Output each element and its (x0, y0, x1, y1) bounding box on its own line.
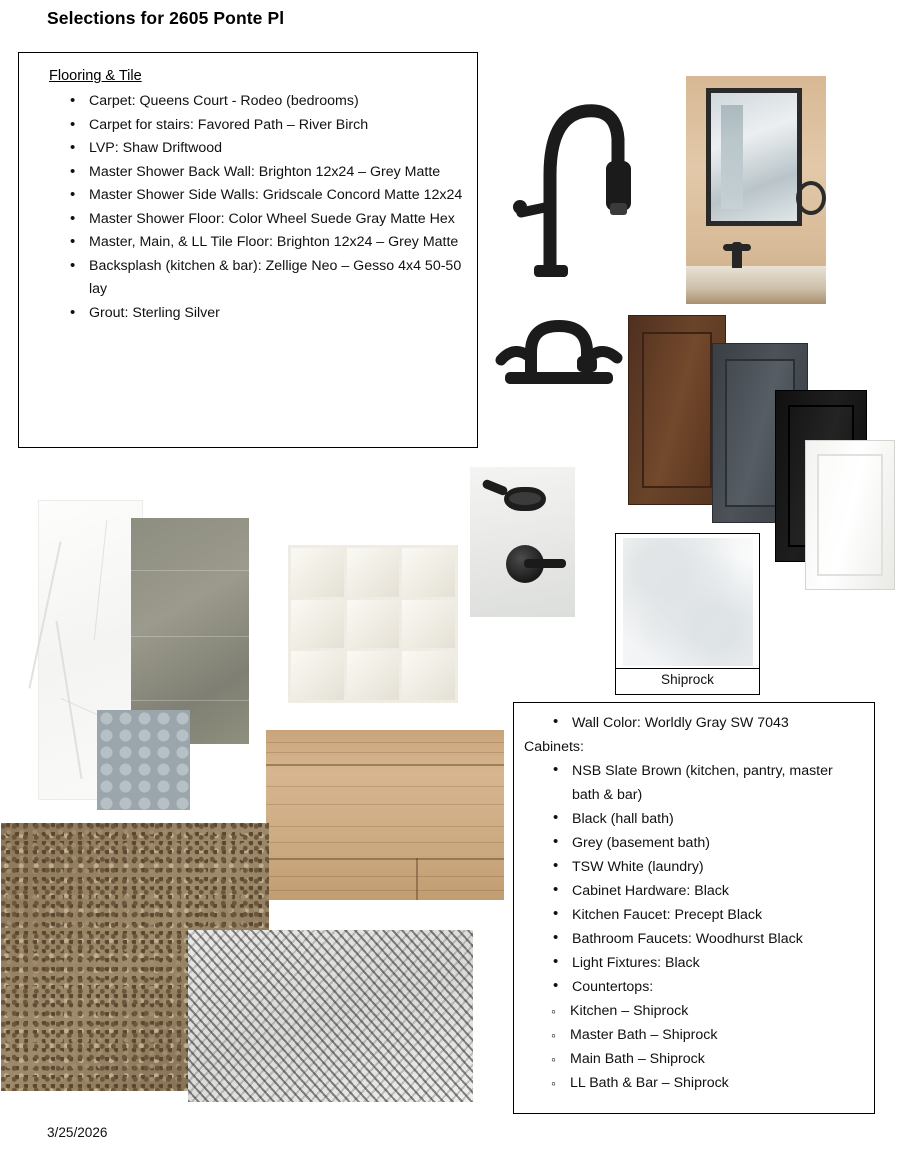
shower-valve-photo (470, 467, 575, 617)
list-item: • Master Shower Back Wall: Brighton 12x24 – Grey Matte (89, 161, 463, 185)
shiprock-swatch (623, 538, 753, 666)
kitchen-faucet-photo (498, 55, 648, 285)
shiprock-countertop-swatch-box (615, 533, 760, 695)
flooring-and-tile-box (18, 52, 478, 448)
zellige-tile-cell (402, 600, 455, 649)
zellige-tile-cell (347, 651, 400, 700)
selections-box (513, 702, 875, 1114)
list-item: • Master, Main, & LL Tile Floor: Brighton 12x24 – Grey Matte (89, 231, 463, 255)
lvp-sample-shaw-driftwood (266, 730, 504, 900)
vanity-faucet (732, 242, 742, 268)
zellige-tile-cell (347, 548, 400, 597)
cabinet-panel (817, 454, 883, 576)
list-item: • Grout: Sterling Silver (89, 302, 463, 326)
list-item: • Kitchen Faucet: Precept Black (572, 903, 864, 927)
shower-handle (524, 559, 566, 568)
flooring-box-heading: Flooring & Tile (49, 68, 142, 84)
list-item: • Master Shower Floor: Color Wheel Suede Gray Matte Hex (89, 208, 463, 232)
vanity-countertop (686, 266, 826, 304)
bathroom-mirror-photo (686, 76, 826, 304)
list-item: • Grey (basement bath) (572, 831, 864, 855)
mirror-reflection (721, 105, 743, 209)
zellige-tile-cell (402, 651, 455, 700)
page-title: Selections for 2605 Ponte Pl (47, 8, 285, 28)
bath-faucet-photo (495, 308, 623, 390)
kitchen-faucet-icon (498, 55, 648, 285)
list-item: • TSW White (laundry) (572, 855, 864, 879)
bath-faucet-icon (495, 308, 623, 390)
selections-items-list (524, 759, 864, 999)
zellige-tile-cell (291, 548, 344, 597)
list-item: ◦ Main Bath – Shiprock (570, 1047, 864, 1071)
list-item: • Wall Color: Worldly Gray SW 7043 (572, 711, 864, 735)
wall-color-list (524, 711, 864, 735)
flooring-items-list (33, 90, 463, 325)
list-item: • LVP: Shaw Driftwood (89, 137, 463, 161)
zellige-tile-cell (291, 651, 344, 700)
list-item: • Bathroom Faucets: Woodhurst Black (572, 927, 864, 951)
tile-sample-zellige-neo-gesso (288, 545, 458, 703)
list-item: • Countertops: (572, 975, 864, 999)
countertops-list (524, 999, 864, 1095)
list-item: • NSB Slate Brown (kitchen, pantry, master bath & bar) (572, 759, 864, 807)
list-item: • Cabinet Hardware: Black (572, 879, 864, 903)
list-item: • Carpet for stairs: Favored Path – River Birch (89, 114, 463, 138)
cabinet-door-white (805, 440, 895, 590)
list-item: • Black (hall bath) (572, 807, 864, 831)
list-item: • Master Shower Side Walls: Gridscale Concord Matte 12x24 (89, 184, 463, 208)
shiprock-caption: Shiprock (661, 672, 714, 687)
document-date: 3/25/2026 (47, 1125, 108, 1140)
zellige-tile-cell (291, 600, 344, 649)
showerhead-icon (504, 487, 546, 511)
divider (616, 668, 759, 669)
cabinets-label: Cabinets: (524, 739, 584, 755)
towel-ring-icon (796, 181, 826, 215)
cabinet-panel (642, 332, 712, 488)
zellige-tile-cell (402, 548, 455, 597)
list-item: • Backsplash (kitchen & bar): Zellige Neo – Gesso 4x4 50-50 lay (89, 255, 463, 302)
list-item: ◦ LL Bath & Bar – Shiprock (570, 1071, 864, 1095)
list-item: ◦ Master Bath – Shiprock (570, 1023, 864, 1047)
list-item: ◦ Kitchen – Shiprock (570, 999, 864, 1023)
tile-sample-suede-gray-hex (97, 710, 190, 810)
list-item: • Light Fixtures: Black (572, 951, 864, 975)
list-item: • Carpet: Queens Court - Rodeo (bedrooms) (89, 90, 463, 114)
carpet-sample-favored-path-river-birch (188, 930, 473, 1102)
zellige-tile-cell (347, 600, 400, 649)
mirror-frame (706, 88, 802, 226)
